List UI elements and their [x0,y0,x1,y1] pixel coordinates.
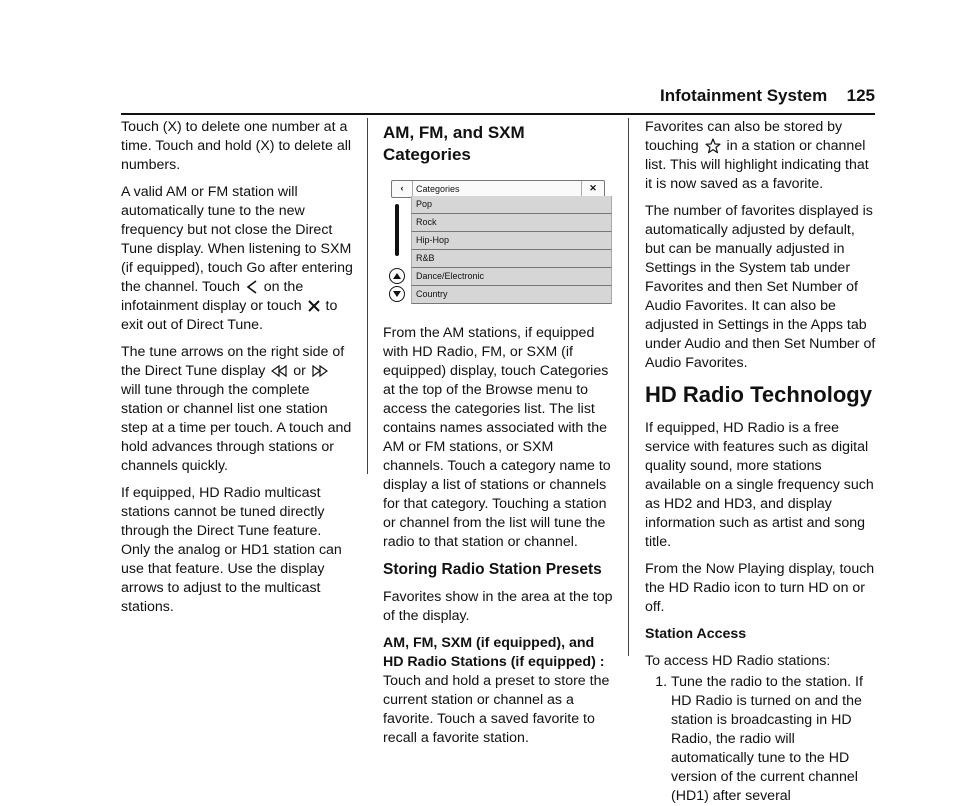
list-item: Hip-Hop [411,232,612,250]
categories-list [411,196,612,304]
column-divider [628,118,629,656]
close-icon [308,300,320,312]
list-item: Dance/Electronic [411,268,612,286]
paragraph: Touch (X) to delete one number at a time. Touch and hold (X) to delete all numbers. [121,119,352,173]
close-icon: ✕ [581,181,604,197]
column-2 [383,118,615,756]
list-item: Country [411,286,612,304]
back-icon [246,280,258,294]
paragraph: A valid AM or FM station will automatically tune to the new frequency but not close the Direct Tune display. When listening to SXM (if equipped), touch Go after entering the channel. Touch on the infotainment display or touch to exit out of Direct Tune. [121,184,353,333]
paragraph: AM, FM, SXM (if equipped), and HD Radio Stations (if equipped) : Touch and hold a preset to store the current station or channel as a favorite. Touch a saved favorite to recall a favorite station. [383,635,610,746]
scroll-down-icon [389,286,405,302]
back-icon: ‹ [392,181,413,197]
page-number: 125 [846,86,875,105]
seek-back-icon [271,365,287,377]
scroll-up-icon [389,268,405,284]
run-in-heading: Station Access [645,626,747,642]
star-icon [705,138,721,154]
paragraph: If equipped, HD Radio is a free service with features such as digital quality sound, more stations available on a single frequency such as HD2 and HD3, and display information such as artist and song title. [645,420,874,550]
paragraph: The number of favorites displayed is automatically adjusted by default, but can be manually adjusted in Settings in the System tab under Favorites and then Set Number of Audio Favorites. It can also be adjusted in Settings in the Apps tab under Audio and then Set Number of Audio Favorites. [645,203,876,371]
header-rule [121,113,875,115]
column-divider [367,118,368,474]
paragraph: If equipped, HD Radio multicast stations cannot be tuned directly through the Direct Tune feature. Only the analog or HD1 station can use that feature. Use the display arrows to adjust to the multicast stations. [121,485,342,615]
paragraph: From the AM stations, if equipped with HD Radio, FM, or SXM (if equipped) display, touch Categories at the top of the Browse menu to access the categories list. The list contains names associated with the AM or FM stations, or SXM channels. Touch a category name to display a list of stations or channels for that category. Touching a station or channel from the list will tune the radio to that station or channel. [383,325,611,550]
categories-title: Categories [416,183,460,194]
subsection-heading: Storing Radio Station Presets [383,561,602,578]
column-3 [645,118,877,806]
list-item: R&B [411,250,612,268]
paragraph: To access HD Radio stations: [645,653,831,669]
section-heading: AM, FM, and SXM Categories [383,123,525,164]
section-heading: HD Radio Technology [645,382,872,407]
column-1 [121,118,353,625]
lead-in: AM, FM, SXM (if equipped), and HD Radio Stations (if equipped) : [383,635,605,670]
paragraph: From the Now Playing display, touch the HD Radio icon to turn HD on or off. [645,561,875,615]
list-item: 1. Tune the radio to the station. If HD Radio is turned on and the station is broadcasting in HD Radio, the radio will automatically tune to the HD version of the current channel (HD1) after several [671,673,877,806]
seek-forward-icon [312,365,328,377]
paragraph: Favorites can also be stored by touching in a station or channel list. This will highlight indicating that it is now saved as a favorite. [645,119,869,192]
paragraph: The tune arrows on the right side of the Direct Tune display or will tune through the complete station or channel list one station step at a time per touch. A touch and hold advances through stations or channels quickly. [121,344,352,474]
section-title: Infotainment System [660,86,828,105]
page-header [660,84,875,108]
scrollbar [395,204,399,256]
paragraph: Favorites show in the area at the top of the display. [383,589,613,624]
list-item: Pop [411,196,612,214]
list-item: Rock [411,214,612,232]
numbered-list [645,673,877,806]
categories-screenshot [383,178,611,306]
